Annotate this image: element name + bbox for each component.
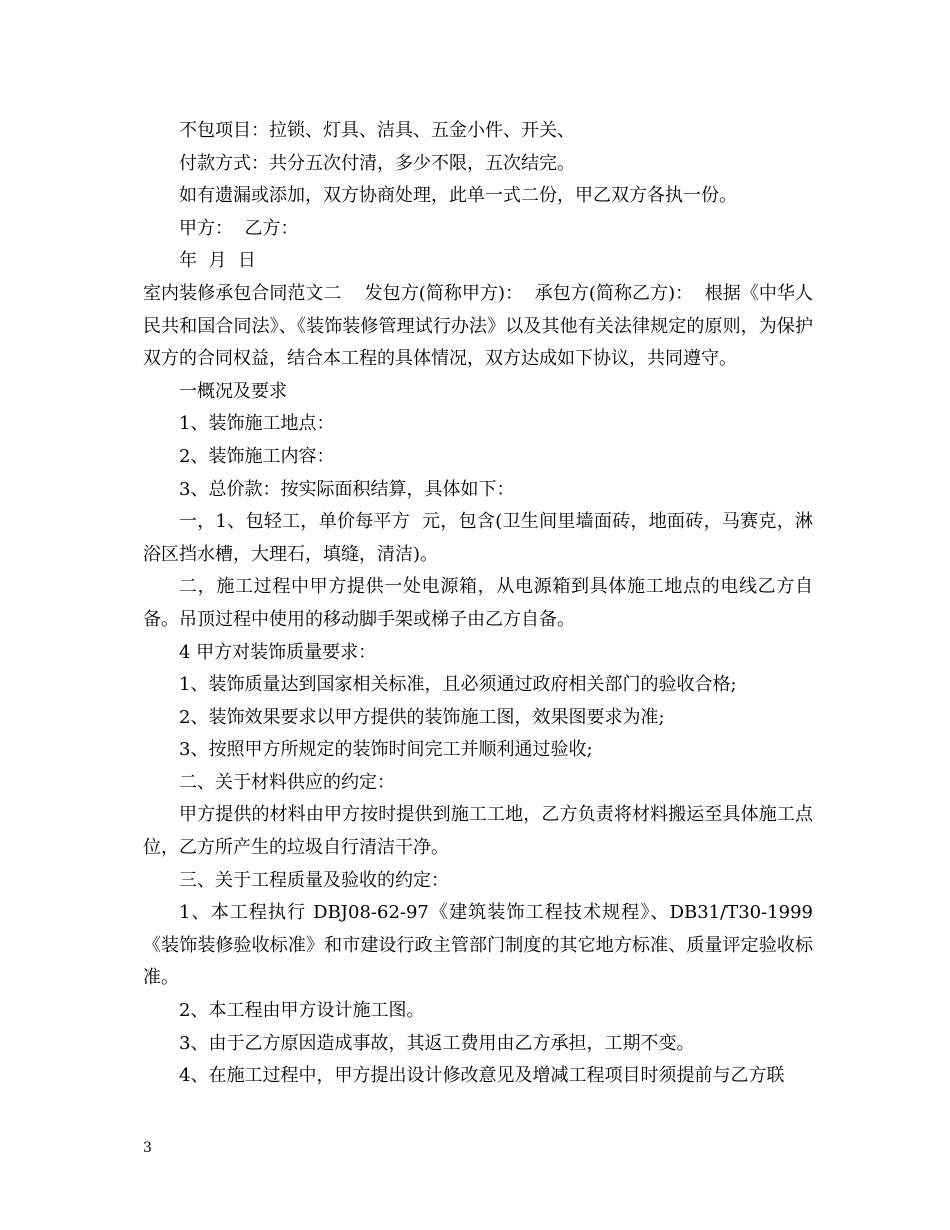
paragraph-quality-standard: 1、装饰质量达到国家相关标准，且必须通过政府相关部门的验收合格; xyxy=(179,674,737,696)
section-heading-quality-requirements: 4 甲方对装饰质量要求： xyxy=(179,641,377,663)
paragraph-site-location: 1、装饰施工地点： xyxy=(179,413,335,435)
paragraph-date: 年 月 日 xyxy=(179,250,256,272)
document-body xyxy=(143,115,813,1093)
paragraph-light-work: 一，1、包轻工，单价每平方 元，包含(卫生间里墙面砖，地面砖，马赛克，淋浴区挡水槽，大理石，填缝，清洁)。 xyxy=(143,511,813,565)
paragraph-material-supply: 甲方提供的材料由甲方按时提供到施工工地，乙方负责将材料搬运至具体施工点位，乙方所产生的垃圾自行清洁干净。 xyxy=(143,804,813,859)
paragraph-completion-time: 3、按照甲方所规定的装饰时间完工并顺利通过验收; xyxy=(179,739,593,761)
paragraph-payment-method: 付款方式：共分五次付清，多少不限，五次结完。 xyxy=(179,152,575,174)
section-heading-quality-acceptance: 三、关于工程质量及验收的约定： xyxy=(179,869,449,891)
paragraph-accident-liability: 3、由于乙方原因造成事故，其返工费用由乙方承担，工期不变。 xyxy=(179,1032,695,1054)
paragraph-design-changes: 4、在施工过程中，甲方提出设计修改意见及增减工程项目时须提前与乙方联 xyxy=(179,1065,785,1087)
paragraph-total-price: 3、总价款：按实际面积结算，具体如下： xyxy=(179,478,515,500)
paragraph-signatories: 甲方： 乙方： xyxy=(179,217,299,239)
page-number: 3 xyxy=(143,1140,152,1156)
section-heading-overview: 一概况及要求 xyxy=(179,380,287,402)
paragraph-effect-requirement: 2、装饰效果要求以甲方提供的装饰施工图，效果图要求为准; xyxy=(179,706,665,728)
paragraph-design-drawings: 2、本工程由甲方设计施工图。 xyxy=(179,1000,425,1022)
paragraph-work-content: 2、装饰施工内容： xyxy=(179,445,335,467)
paragraph-exclusions: 不包项目：拉锁、灯具、洁具、五金小件、开关、 xyxy=(179,120,575,141)
paragraph-power-supply: 二，施工过程中甲方提供一处电源箱，从电源箱到具体施工地点的电线乙方自备。吊顶过程中使用的移动脚手架或梯子由乙方自备。 xyxy=(143,576,813,630)
paragraph-technical-standards: 1、本工程执行 DBJ08-62-97《建筑装饰工程技术规程》、DB31/T30-1999《装饰装修验收标准》和市建设行政主管部门制度的其它地方标准、质量评定验收标准。 xyxy=(143,902,813,989)
section-heading-materials: 二、关于材料供应的约定： xyxy=(179,771,395,793)
paragraph-omissions: 如有遗漏或添加，双方协商处理，此单一式二份，甲乙双方各执一份。 xyxy=(179,185,737,207)
paragraph-contract-two-intro: 室内装修承包合同范文二 发包方(简称甲方)： 承包方(简称乙方)： 根据《中华人民共和国合同法》、《装饰装修管理试行办法》以及其他有关法律规定的原则，为保护双方的合同权益，结合本工程的具体情况，双方达成如下协议，共同遵守。 xyxy=(143,282,813,370)
